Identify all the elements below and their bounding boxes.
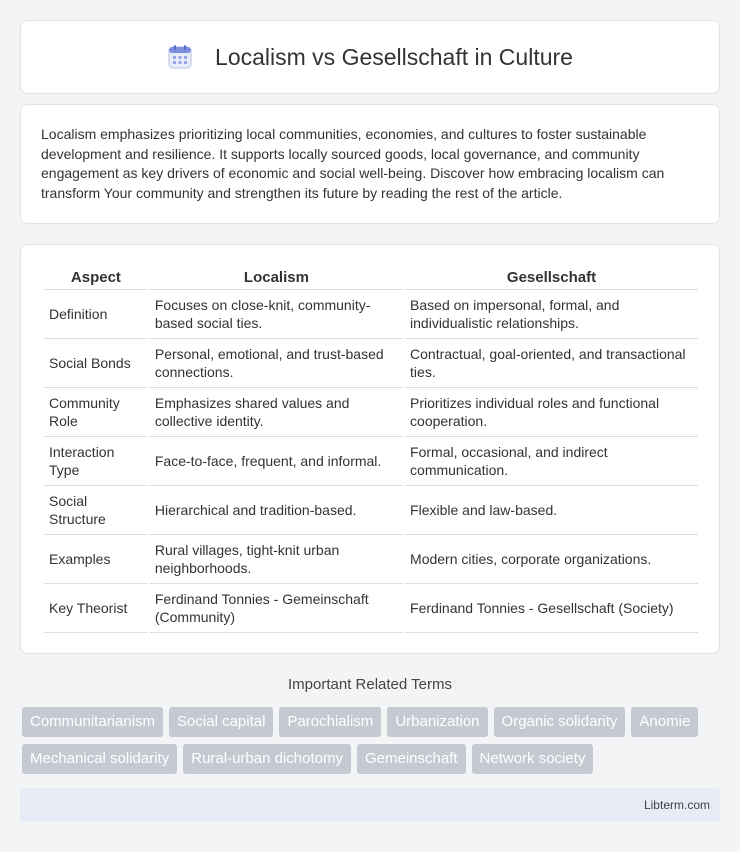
related-term-tag[interactable]: Gemeinschaft bbox=[357, 744, 466, 774]
table-cell-localism: Ferdinand Tonnies - Gemeinschaft (Community) bbox=[150, 584, 403, 633]
comparison-table bbox=[42, 265, 700, 633]
footer bbox=[20, 788, 720, 822]
table-row bbox=[44, 535, 698, 584]
table-header-row bbox=[44, 265, 698, 290]
column-header-localism: Localism bbox=[150, 265, 403, 290]
intro-text: Localism emphasizes prioritizing local communities, economies, and cultures to foster sustainable development and resilience. It supports locally sourced goods, local governance, and community engagement as key drivers of economic and social well-being. Discover how embracing localism can transform Your community and strengthen its future by reading the rest of the article. bbox=[41, 126, 665, 201]
table-cell-aspect: Key Theorist bbox=[44, 584, 148, 633]
table-cell-localism: Personal, emotional, and trust-based connections. bbox=[150, 339, 403, 388]
table-cell-localism: Rural villages, tight-knit urban neighborhoods. bbox=[150, 535, 403, 584]
table-cell-aspect: Social Bonds bbox=[44, 339, 148, 388]
column-header-gesellschaft: Gesellschaft bbox=[405, 265, 698, 290]
table-cell-localism: Face-to-face, frequent, and informal. bbox=[150, 437, 403, 486]
related-terms-list bbox=[22, 707, 722, 781]
related-term-tag[interactable]: Rural-urban dichotomy bbox=[183, 744, 351, 774]
table-cell-gesellschaft: Formal, occasional, and indirect communication. bbox=[405, 437, 698, 486]
table-cell-aspect: Interaction Type bbox=[44, 437, 148, 486]
comparison-card bbox=[20, 244, 720, 654]
table-cell-aspect: Community Role bbox=[44, 388, 148, 437]
column-header-aspect: Aspect bbox=[44, 265, 148, 290]
related-term-tag[interactable]: Social capital bbox=[169, 707, 273, 737]
related-term-tag[interactable]: Mechanical solidarity bbox=[22, 744, 177, 774]
table-cell-gesellschaft: Modern cities, corporate organizations. bbox=[405, 535, 698, 584]
related-term-tag[interactable]: Urbanization bbox=[387, 707, 487, 737]
table-row bbox=[44, 584, 698, 633]
table-cell-aspect: Social Structure bbox=[44, 486, 148, 535]
table-cell-aspect: Definition bbox=[44, 290, 148, 339]
footer-site-link[interactable]: Libterm.com bbox=[643, 798, 710, 812]
table-row bbox=[44, 486, 698, 535]
table-row bbox=[44, 339, 698, 388]
table-row bbox=[44, 388, 698, 437]
calendar-icon bbox=[167, 44, 193, 70]
related-term-tag[interactable]: Anomie bbox=[631, 707, 698, 737]
table-cell-gesellschaft: Prioritizes individual roles and functional cooperation. bbox=[405, 388, 698, 437]
related-term-tag[interactable]: Network society bbox=[472, 744, 594, 774]
table-cell-localism: Focuses on close-knit, community-based social ties. bbox=[150, 290, 403, 339]
intro-card bbox=[20, 104, 720, 224]
table-row bbox=[44, 437, 698, 486]
related-terms-title: Important Related Terms bbox=[288, 676, 452, 693]
table-cell-localism: Emphasizes shared values and collective identity. bbox=[150, 388, 403, 437]
header-card bbox=[20, 20, 720, 94]
table-cell-aspect: Examples bbox=[44, 535, 148, 584]
table-cell-gesellschaft: Based on impersonal, formal, and individualistic relationships. bbox=[405, 290, 698, 339]
related-term-tag[interactable]: Parochialism bbox=[279, 707, 381, 737]
table-cell-localism: Hierarchical and tradition-based. bbox=[150, 486, 403, 535]
table-row bbox=[44, 290, 698, 339]
related-term-tag[interactable]: Organic solidarity bbox=[494, 707, 626, 737]
table-cell-gesellschaft: Ferdinand Tonnies - Gesellschaft (Society) bbox=[405, 584, 698, 633]
table-cell-gesellschaft: Contractual, goal-oriented, and transactional ties. bbox=[405, 339, 698, 388]
related-term-tag[interactable]: Communitarianism bbox=[22, 707, 163, 737]
table-cell-gesellschaft: Flexible and law-based. bbox=[405, 486, 698, 535]
page-title: Localism vs Gesellschaft in Culture bbox=[215, 43, 573, 70]
